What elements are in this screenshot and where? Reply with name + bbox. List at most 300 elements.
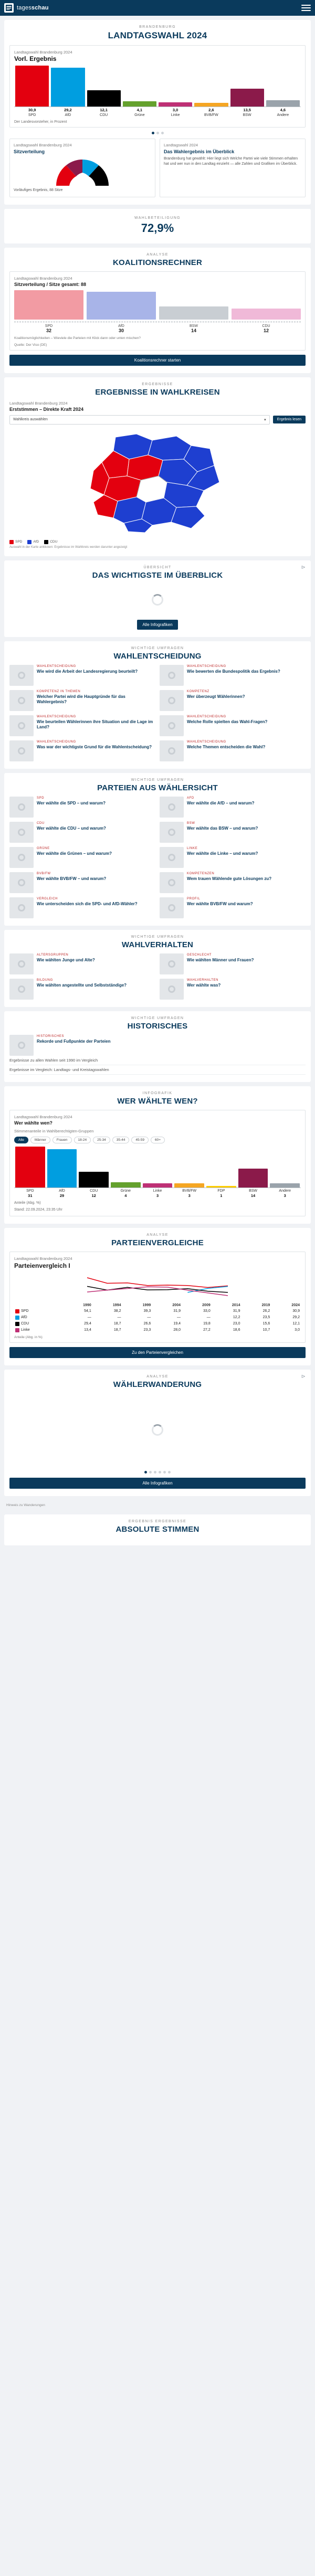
pv-cell: 54,1 [84, 1309, 91, 1313]
loading-spinner [9, 584, 306, 616]
tile-kicker: WAHLENTSCHEIDUNG [37, 740, 76, 744]
tile-title: Wer überzeugt Wählerinnen? [187, 694, 245, 699]
pv-cell: 38,2 [113, 1309, 121, 1313]
pv-table-head [14, 1302, 301, 1308]
www-widget-caption: Stimmenanteile in Wahlberechtigten-Gruppen [14, 1128, 94, 1133]
seat-teaser-title: Sitzverteilung [14, 149, 45, 154]
tile-kicker: LINKE [187, 846, 198, 850]
bar-spd [15, 1147, 45, 1188]
tile-title: Wer wählte die SPD – und warum? [37, 800, 106, 805]
hamburger-icon[interactable] [301, 5, 311, 11]
pv-cell: 39,3 [143, 1309, 151, 1313]
pager-dot-2[interactable] [156, 132, 159, 134]
party-color-swatch [15, 1309, 19, 1313]
thumbnail-placeholder [9, 872, 34, 893]
tile-kicker: WAHLENTSCHEIDUNG [37, 664, 76, 668]
tile-kicker: CDU [37, 821, 45, 825]
result-bar-chart [14, 66, 301, 107]
map-sub2: Erststimmen – Direkte Kraft 2024 [9, 406, 84, 412]
ww-kicker: ANALYSE [146, 1374, 169, 1379]
pv-row-party: SPD [14, 1308, 62, 1314]
list-item[interactable] [9, 822, 155, 843]
pv-col-year: 2019 [261, 1303, 270, 1307]
pv-cell: 23,0 [233, 1322, 240, 1326]
bar-bsw [230, 89, 264, 107]
tile-title: Wie unterscheiden sich die SPD- und AfD-Wähler? [37, 901, 138, 906]
tile-title: Wie beurteilen Wählerinnen ihre Situation und die Lage im Land? [37, 719, 153, 730]
pv-cell: 23,3 [143, 1328, 151, 1332]
bar-label: BSW [243, 113, 251, 117]
bar-column [194, 66, 228, 107]
filter-chip-45-59[interactable]: 45-59 [131, 1137, 149, 1143]
map-legend [9, 540, 306, 544]
turnout-module [4, 209, 311, 243]
map-title: ERGEBNISSE IN WAHLKREISEN [95, 387, 220, 397]
historisches-tiles [9, 1035, 306, 1056]
list-item[interactable] [160, 797, 306, 818]
party-color-swatch [15, 1328, 19, 1332]
coalition-party-labels [14, 323, 301, 328]
pv-more-button[interactable]: Zu den Parteienvergleichen [9, 1347, 306, 1358]
gear-icon [168, 829, 175, 836]
pv-widget-title: Parteienvergleich I [14, 1262, 70, 1269]
filter-chip-35-44[interactable]: 35-44 [112, 1137, 130, 1143]
bar-column [270, 1147, 300, 1188]
bar-label: BVB/FW [182, 1189, 197, 1193]
coalition-party-label: AfD [118, 324, 124, 328]
gear-icon [168, 803, 175, 811]
list-item[interactable] [160, 665, 306, 686]
thumbnail-placeholder [9, 1035, 34, 1056]
wahlentscheidung-module [4, 641, 311, 769]
filter-chip-m-nner[interactable]: Männer [30, 1137, 50, 1143]
tile-title: Welche Rolle spielten das Wahl-Fragen? [187, 719, 268, 724]
coalition-bar-afd[interactable] [87, 290, 156, 320]
waehlersicht-kicker: WICHTIGE UMFRAGEN [131, 778, 184, 782]
bar-afd [51, 68, 85, 107]
tile-kicker: GESCHLECHT [187, 953, 212, 957]
legend-item-cdu [44, 540, 57, 544]
pv-footnote: Anteile (Abg. in %) [14, 1335, 43, 1339]
coalition-calculator-module [4, 248, 311, 373]
gear-icon [168, 854, 175, 861]
ww-all-infographics-button[interactable]: Alle Infografiken [9, 1478, 306, 1489]
pv-kicker: ANALYSE [146, 1233, 169, 1237]
bar-label: AfD [65, 113, 71, 117]
coalition-party-label: CDU [262, 324, 270, 328]
coalition-bar-bsw[interactable] [159, 290, 228, 320]
pv-row-party: AfD [14, 1314, 62, 1321]
ww-footnote: Hinweis zu Wanderungen [6, 1503, 45, 1507]
gear-icon [18, 879, 25, 886]
seat-distribution-teaser[interactable] [9, 139, 155, 197]
bar-column [79, 1147, 109, 1188]
gear-icon [18, 722, 25, 729]
bar-label: CDU [90, 1189, 98, 1193]
tile-title: Wer wählte die Grünen – und warum? [37, 851, 112, 856]
filter-chip-60-[interactable]: 60+ [151, 1137, 165, 1143]
bar-label: Andere [277, 113, 289, 117]
tile-title: Wer wählte das BSW – und warum? [187, 825, 258, 831]
show-result-button[interactable]: Ergebnis lesen [273, 416, 306, 423]
coalition-widget-sub: Landtagswahl Brandenburg 2024 [14, 275, 72, 281]
bar-spd [15, 66, 49, 107]
coalition-seat-value: 32 [46, 327, 51, 333]
pv-cell: — [176, 1316, 181, 1320]
turnout-value: 72,9% [141, 221, 174, 235]
historisches-link-1[interactable]: Ergebnisse zu allen Wahlen seit 1990 im Vergleich [9, 1056, 306, 1065]
result-bar-values [14, 107, 301, 112]
wer-waehlte-wen-module [4, 1086, 311, 1224]
pv-cell: 28,0 [173, 1328, 181, 1332]
pv-cell: 15,6 [262, 1322, 270, 1326]
list-item[interactable] [9, 847, 155, 868]
pv-cell: 26,2 [262, 1309, 270, 1313]
thumbnail-placeholder [9, 979, 34, 1000]
pv-cell: 19,4 [173, 1322, 181, 1326]
pv-cell: — [117, 1316, 121, 1320]
table-row [14, 1314, 301, 1321]
thumbnail-placeholder [160, 665, 184, 686]
pv-cell: 18,7 [113, 1322, 121, 1326]
gear-icon [18, 672, 25, 679]
historisches-link-2[interactable]: Ergebnisse im Vergleich: Landtags- und Kreistagswahlen [9, 1065, 306, 1075]
pv-cell: 31,9 [173, 1309, 181, 1313]
pv-cell: 29,4 [84, 1322, 91, 1326]
tile-title: Wie wird die Arbeit der Landesregierung beurteilt? [37, 669, 138, 674]
brand-prefix: tages [17, 5, 32, 11]
gear-icon [168, 672, 175, 679]
constituency-select-label: Wahlkreis auswählen [13, 418, 48, 422]
bar-label: Andere [279, 1189, 291, 1193]
tile-title: Wie wählten Junge und Alte? [37, 957, 95, 962]
teaser-row [9, 139, 306, 197]
coalition-source: Quelle: Der Viso (DE) [14, 343, 47, 347]
table-row [14, 1327, 301, 1333]
thumbnail-placeholder [9, 715, 34, 736]
list-item[interactable] [160, 897, 306, 918]
coalition-seat-bars [14, 290, 301, 320]
tile-kicker: AFD [187, 796, 194, 800]
waehlersicht-tiles [9, 797, 306, 918]
bar-column [47, 1147, 77, 1188]
share-icon[interactable]: ⊳ [301, 564, 306, 570]
list-item[interactable] [9, 897, 155, 918]
www-bar-labels [14, 1188, 301, 1193]
pv-cell: 13,4 [84, 1328, 91, 1332]
pv-col-year: 1990 [83, 1303, 91, 1307]
gear-icon [168, 747, 175, 755]
pv-cell: — [206, 1316, 211, 1320]
tile-kicker: BILDUNG [37, 978, 53, 982]
result-widget-sub: Landtagswahl Brandenburg 2024 [14, 50, 72, 55]
list-item[interactable] [160, 715, 306, 736]
all-infographics-button[interactable]: Alle Infografiken [137, 620, 177, 630]
tile-title: Welche Themen entscheiden die Wahl? [187, 744, 266, 749]
bar-value: 3,0 [172, 108, 178, 112]
coalition-seat-value: 14 [191, 327, 196, 333]
ww-pager-dot-5[interactable] [163, 1471, 166, 1473]
bar-grüne [123, 101, 156, 107]
overview-teaser[interactable] [160, 139, 306, 197]
bar-column [230, 66, 264, 107]
tagesschau-logo[interactable] [4, 3, 14, 13]
tile-title: Wer wählte was? [187, 982, 221, 988]
filter-chip-frauen[interactable]: Frauen [52, 1137, 72, 1143]
tile-kicker: ALTERSGRUPPEN [37, 953, 69, 957]
gear-icon [18, 854, 25, 861]
tile-kicker: SPD [37, 796, 45, 800]
tile-kicker: KOMPETENZ IN THEMEN [37, 690, 81, 693]
bar-afd [47, 1149, 77, 1188]
tile-kicker: GRÜNE [37, 846, 50, 850]
coalition-widget [9, 271, 306, 351]
coalition-seat-value: 30 [118, 327, 124, 333]
coalition-kicker: ANALYSE [146, 252, 169, 257]
thumbnail-placeholder [160, 953, 184, 974]
www-timestamp: Stand: 22.09.2024, 23:35 Uhr [14, 1207, 62, 1212]
www-widget [9, 1110, 306, 1216]
tile-kicker: PROFIL [187, 897, 201, 900]
pv-row-party: Linke [14, 1327, 62, 1333]
carousel-pager[interactable] [9, 132, 306, 134]
bar-value: 30,9 [28, 108, 36, 112]
coalition-party-label: SPD [45, 324, 53, 328]
tile-kicker: WAHLENTSCHEIDUNG [187, 740, 226, 744]
brandenburg-map[interactable] [9, 428, 306, 538]
share-icon[interactable]: ⊳ [301, 1373, 306, 1380]
tile-title: Wem trauen Wählende gute Lösungen zu? [187, 876, 272, 881]
coalition-seat-values [14, 328, 301, 333]
pv-cell: 12,2 [233, 1316, 240, 1320]
list-item[interactable] [9, 740, 155, 761]
bar-value: 29 [59, 1193, 65, 1198]
bar-value: 12,1 [100, 108, 108, 112]
legend-label-cdu: CDU [50, 540, 58, 544]
wahlverhalten-kicker: WICHTIGE UMFRAGEN [131, 935, 184, 939]
pv-cell: 29,2 [292, 1316, 300, 1320]
coalition-title: KOALITIONSRECHNER [112, 258, 203, 267]
gear-icon [168, 985, 175, 993]
coalition-bar-cdu[interactable] [232, 290, 301, 320]
bar-label: BSW [249, 1189, 258, 1193]
ww-pager-dot-4[interactable] [159, 1471, 161, 1473]
bar-value: 13,5 [243, 108, 251, 112]
list-item[interactable] [160, 740, 306, 761]
filter-chip-alle[interactable]: Alle [14, 1137, 28, 1143]
start-coalition-calculator-button[interactable]: Koalitionsrechner starten [9, 355, 306, 366]
tile-title: Was war der wichtigste Grund für die Wahlentscheidung? [37, 744, 152, 749]
pv-cell: 31,9 [233, 1309, 240, 1313]
pv-col-year: 1994 [112, 1303, 121, 1307]
bar-label: AfD [59, 1189, 65, 1193]
thumbnail-placeholder [160, 740, 184, 761]
tile-kicker: BVB/FW [37, 872, 51, 875]
ww-pager[interactable] [9, 1471, 306, 1473]
tile-kicker: HISTORISCHES [37, 1034, 65, 1038]
www-bar-chart [14, 1147, 301, 1188]
absolute-votes-module [4, 1514, 311, 1545]
tile-title: Wie wählten angestellte und Selbstständige? [37, 982, 127, 988]
www-filter-chips[interactable] [14, 1137, 301, 1143]
brand-suffix: schau [31, 5, 49, 11]
map-toolbar [9, 415, 306, 425]
pv-col-party [14, 1302, 62, 1308]
pv-cell: 30,9 [292, 1309, 300, 1313]
pv-row-party: CDU [14, 1321, 62, 1327]
list-item[interactable] [9, 665, 155, 686]
tile-title: Wer wählte BVB/FW – und warum? [37, 876, 107, 881]
filter-chip-18-24[interactable]: 18-24 [74, 1137, 91, 1143]
www-bar-values [14, 1193, 301, 1198]
pv-col-year: 1999 [142, 1303, 151, 1307]
coalition-seat-value: 12 [263, 327, 269, 333]
result-bar-labels [14, 112, 301, 117]
list-item[interactable] [9, 1035, 155, 1056]
bar-bvb/fw [194, 103, 228, 107]
list-item[interactable] [9, 715, 155, 736]
ww-pager-dot-1[interactable] [144, 1471, 147, 1473]
bar-fdp [206, 1186, 236, 1188]
wahlverhalten-tiles [9, 953, 306, 1000]
bar-andere [266, 100, 300, 107]
list-item[interactable] [9, 797, 155, 818]
app-header [0, 0, 315, 16]
list-item[interactable] [9, 953, 155, 974]
gear-icon [18, 904, 25, 911]
bar-value: 2,6 [208, 108, 214, 112]
tile-kicker: WAHLENTSCHEIDUNG [37, 715, 76, 718]
ww-pager-dot-6[interactable] [168, 1471, 171, 1473]
ww-loading-spinner [9, 1393, 306, 1467]
parteienvergleich-module [4, 1228, 311, 1365]
seat-halfpie-chart [54, 157, 111, 186]
list-item[interactable] [160, 822, 306, 843]
pv-cell: 19,8 [203, 1322, 211, 1326]
list-item[interactable] [160, 847, 306, 868]
map-note: Auswahl in der Karte anklicken: Ergebnisse im Wahlkreis werden darunter angezeigt [9, 545, 128, 549]
bar-cdu [87, 90, 121, 107]
list-item[interactable] [9, 690, 155, 711]
bar-value: 4,6 [280, 108, 286, 112]
tile-kicker: WAHLENTSCHEIDUNG [187, 715, 226, 718]
list-item[interactable] [160, 690, 306, 711]
gear-icon [18, 697, 25, 704]
bar-label: BVB/FW [204, 113, 218, 117]
list-item[interactable] [9, 979, 155, 1000]
bar-value: 3 [156, 1193, 159, 1198]
abs-kicker: ERGEBNIS ERGEBNISSE [128, 1519, 187, 1523]
turnout-kicker: WAHLBETEILIGUNG [134, 216, 181, 220]
tile-title: Wie wählten Männer und Frauen? [187, 957, 254, 962]
www-title: WER WÄHLTE WEN? [117, 1096, 198, 1106]
brand-wordmark[interactable] [17, 5, 49, 11]
list-item[interactable] [160, 953, 306, 974]
thumbnail-placeholder [160, 797, 184, 818]
gear-icon [18, 1042, 25, 1049]
map-sub: Landtagswahl Brandenburg 2024 [9, 400, 68, 406]
coalition-bar-spd[interactable] [14, 290, 83, 320]
tile-title: Wer wählte die CDU – und warum? [37, 825, 106, 831]
tile-kicker: BSW [187, 821, 195, 825]
thumbnail-placeholder [160, 822, 184, 843]
thumbnail-placeholder [9, 847, 34, 868]
thumbnail-placeholder [9, 797, 34, 818]
pv-cell: 23,5 [262, 1316, 270, 1320]
legend-item-spd [9, 540, 22, 544]
bar-value: 29,2 [64, 108, 72, 112]
thumbnail-placeholder [9, 897, 34, 918]
bar-column [87, 66, 121, 107]
thumbnail-placeholder [160, 847, 184, 868]
wahlverhalten-module [4, 930, 311, 1007]
pv-widget-sub: Landtagswahl Brandenburg 2024 [14, 1256, 72, 1261]
ww-pager-dot-3[interactable] [154, 1471, 156, 1473]
list-item[interactable] [9, 872, 155, 893]
filter-chip-25-34[interactable]: 25-34 [93, 1137, 110, 1143]
bar-value: 1 [220, 1193, 223, 1198]
result-widget [9, 45, 306, 128]
bar-column [111, 1147, 141, 1188]
chevron-down-icon: ▾ [264, 418, 266, 422]
overview-title: DAS WICHTIGSTE IM ÜBERBLICK [92, 570, 223, 580]
bar-label: Grüne [134, 113, 145, 117]
tile-title: Rekorde und Fußpunkte der Parteien [37, 1038, 111, 1044]
ww-pager-dot-2[interactable] [149, 1471, 152, 1473]
bar-bsw [238, 1169, 268, 1187]
landtagswahl-module [4, 20, 311, 205]
pv-trend-lines [14, 1273, 301, 1300]
pv-col-year: 2004 [172, 1303, 181, 1307]
coalition-hint: Koalitionsmöglichkeiten – Wieviele die Parteien mit Klick dann oder unten mischen? [14, 336, 141, 340]
thumbnail-placeholder [160, 897, 184, 918]
page-title: LANDTAGSWAHL 2024 [108, 30, 207, 40]
constituency-select[interactable] [9, 415, 270, 425]
thumbnail-placeholder [9, 665, 34, 686]
bar-label: Linke [171, 113, 180, 117]
wahlentscheidung-title: WAHLENTSCHEIDUNG [113, 651, 202, 661]
thumbnail-placeholder [160, 872, 184, 893]
tile-kicker: KOMPETENZEN [187, 872, 215, 875]
list-item[interactable] [160, 979, 306, 1000]
thumbnail-placeholder [160, 979, 184, 1000]
bar-column [123, 66, 156, 107]
pv-cell: 26,6 [143, 1322, 151, 1326]
bar-column [15, 1147, 45, 1188]
bar-value: 14 [250, 1193, 256, 1198]
pv-table-body [14, 1308, 301, 1333]
thumbnail-placeholder [160, 715, 184, 736]
pager-dot-1[interactable] [152, 132, 154, 134]
map-canvas[interactable] [9, 428, 306, 538]
bar-value: 12 [91, 1193, 96, 1198]
overview-kicker: ÜBERSICHT [143, 565, 172, 569]
bar-linke [159, 102, 192, 107]
bar-label: CDU [100, 113, 108, 117]
www-left-note: Anteile (Abg. %) [14, 1201, 41, 1205]
pager-dot-3[interactable] [161, 132, 164, 134]
wahlverhalten-title: WAHLVERHALTEN [121, 940, 194, 949]
bar-column [266, 66, 300, 107]
gear-icon [168, 722, 175, 729]
bar-column [159, 66, 192, 107]
result-widget-footnote: Der Landesvorsteher, in Prozent [14, 120, 67, 124]
historisches-title: HISTORISCHES [127, 1021, 188, 1031]
gear-icon [18, 985, 25, 993]
bar-column [238, 1147, 268, 1188]
bar-column [15, 66, 49, 107]
list-item[interactable] [160, 872, 306, 893]
